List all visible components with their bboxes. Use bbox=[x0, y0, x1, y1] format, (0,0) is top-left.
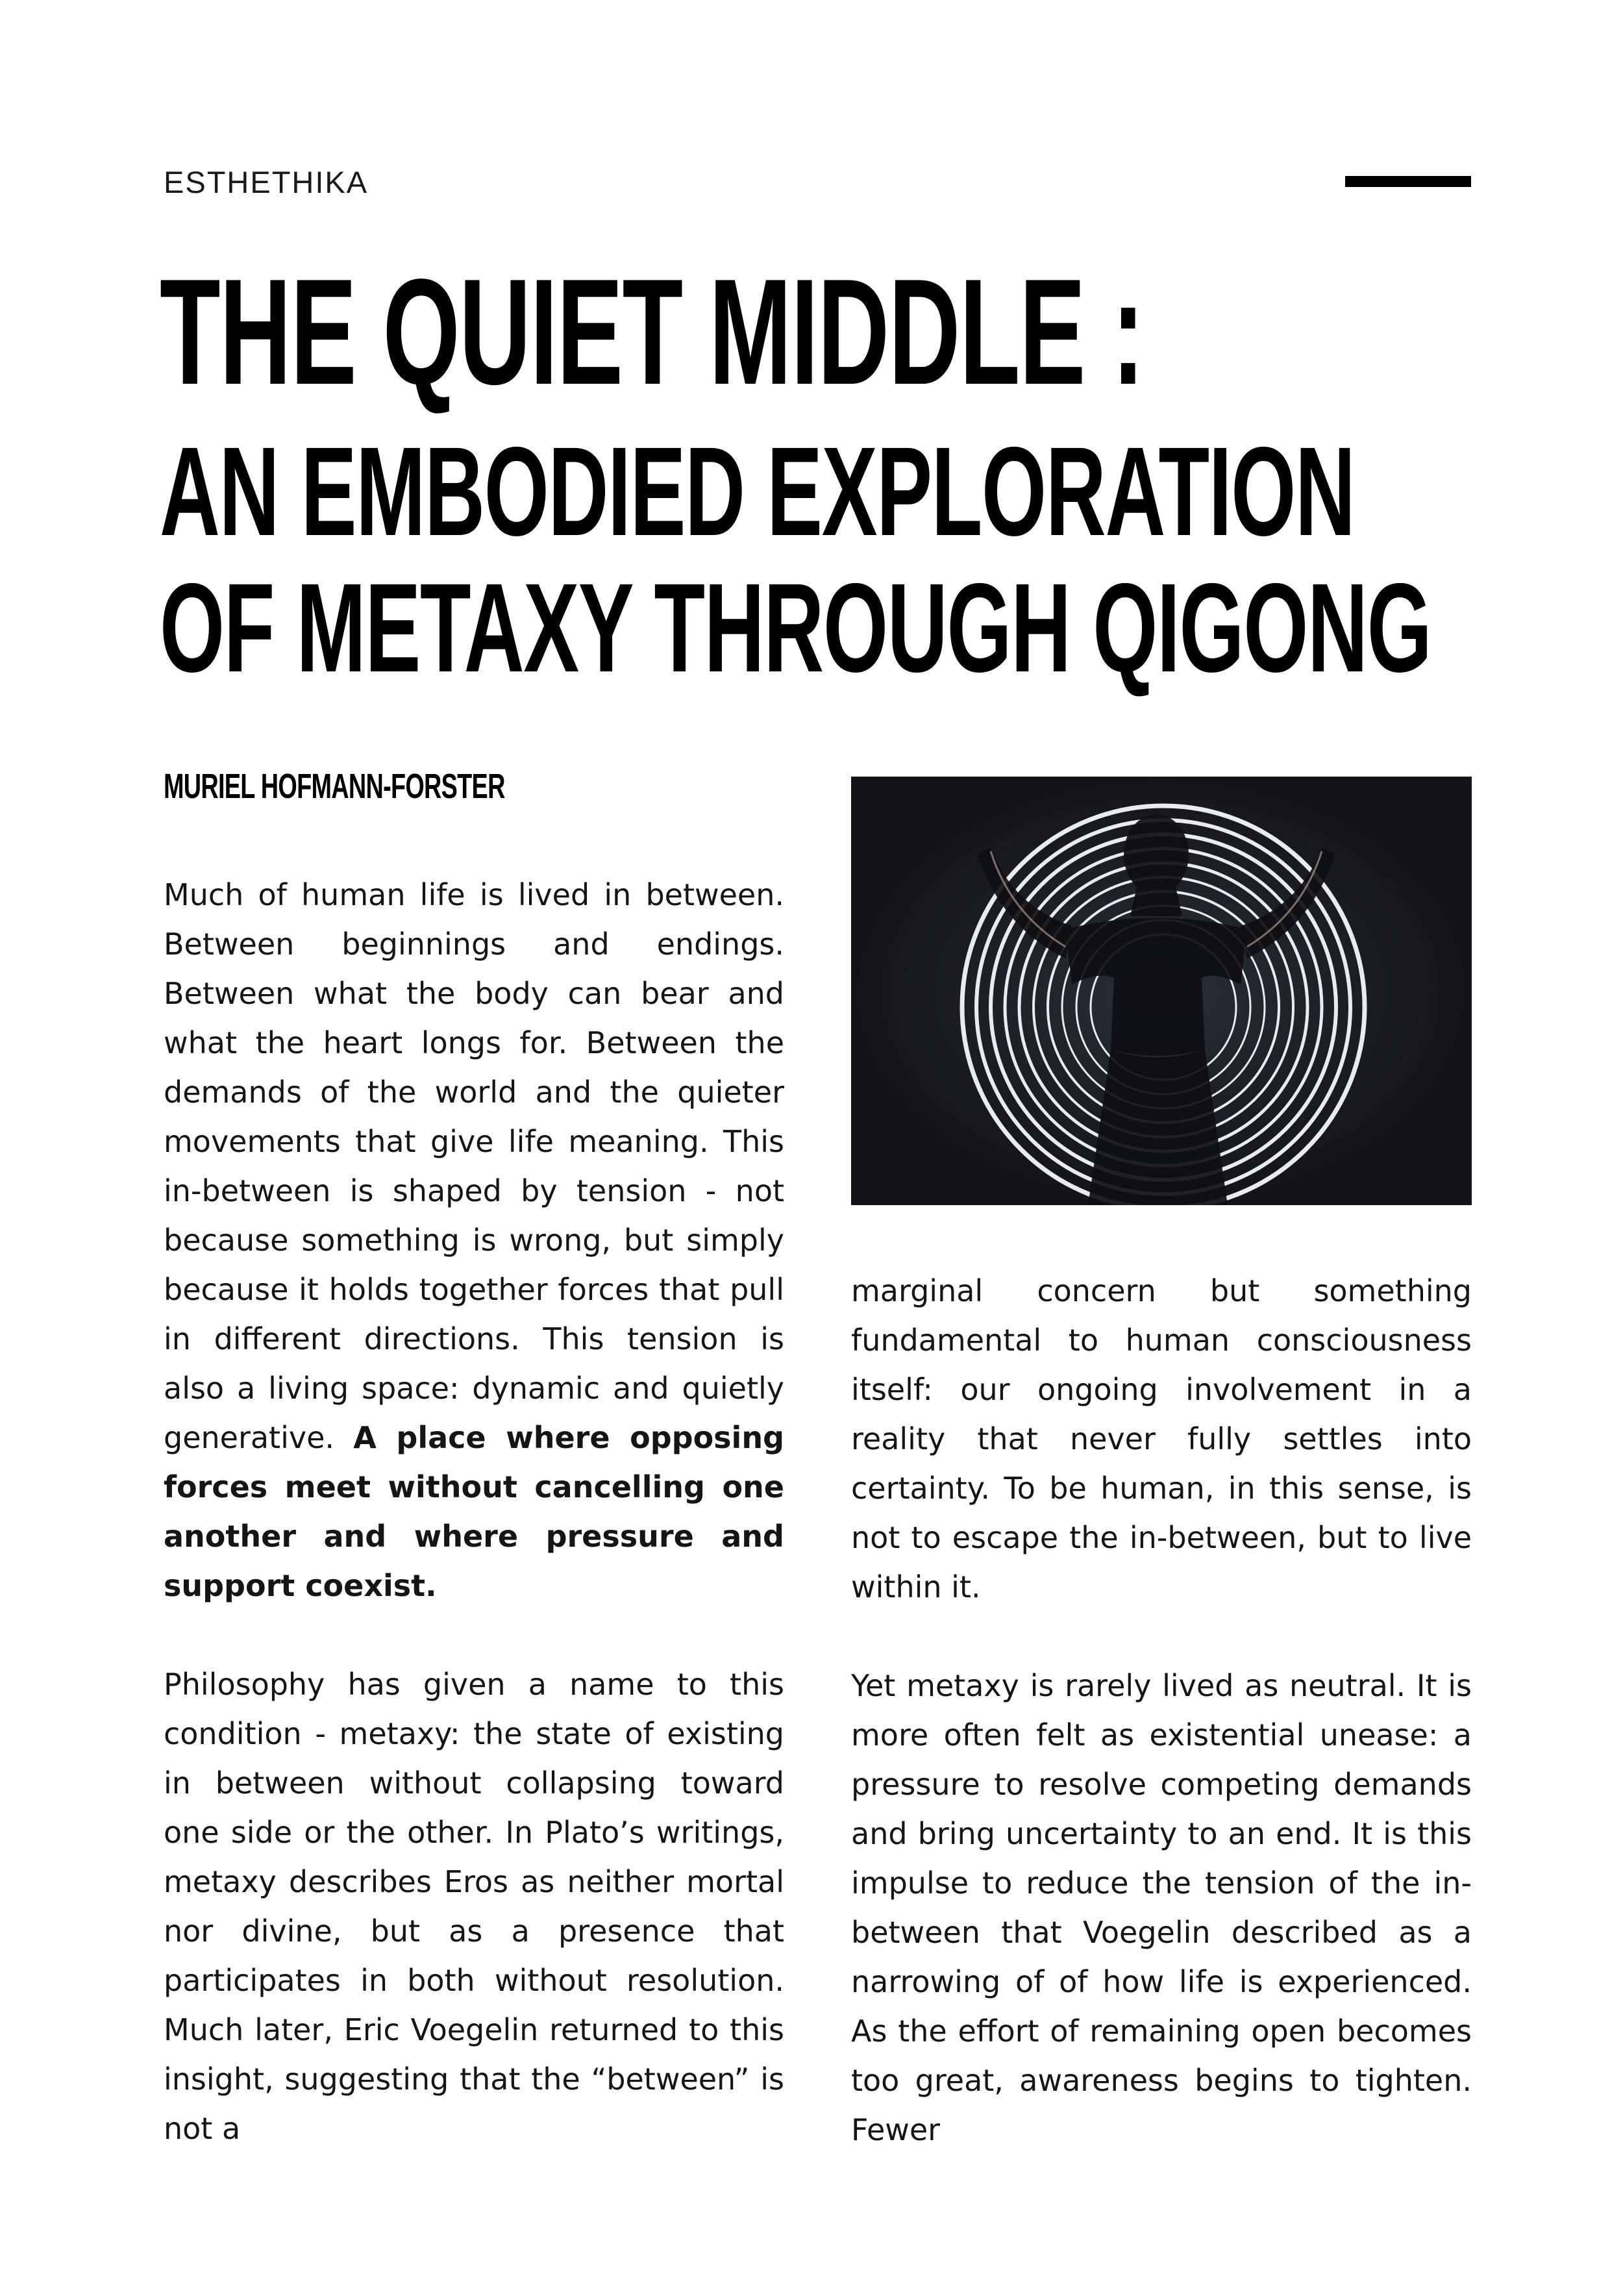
paragraph-1-bold-text: A place where opposing forces meet without cancelling one another and where pressure and support coexist. bbox=[164, 1420, 784, 1603]
left-text-column bbox=[164, 870, 784, 2153]
figure-light-rings-illustration bbox=[851, 777, 1472, 1205]
author-name: MURIEL HOFMANN-FORSTER bbox=[164, 767, 505, 806]
title-line-3: OF METAXY THROUGH QIGONG bbox=[160, 557, 1431, 699]
title-line-2: AN EMBODIED EXPLORATION bbox=[160, 421, 1355, 562]
body-paragraph-3: marginal concern but something fundamental to human consciousness itself: our ongoing involvement in a reality that never fully settles into certainty. To be human, in this sense, is not to escape the in-between, but to live within it. bbox=[851, 1273, 1472, 1604]
header-rule bbox=[1345, 176, 1471, 187]
body-paragraph-2: Philosophy has given a name to this condition - metaxy: the state of existing in between without collapsing toward one side or the other. In Plato’s writings, metaxy describes Eros as neither mortal nor divine, but as a presence that participates in both without resolution. Much later, Eric Voegelin returned to this insight, suggesting that the “between” is not a bbox=[164, 1667, 784, 2146]
paragraph-1-text: Much of human life is lived in between. Between beginnings and endings. Between what the body can bear and what the heart longs for. Between the demands of the world and the quieter movements that give life meaning. This in-between is shaped by tension - not because something is wrong, but simply because it holds together forces that pull in different directions. This tension is also a living space: dynamic and quietly generative. bbox=[164, 877, 784, 1455]
hero-image bbox=[851, 777, 1472, 1205]
body-paragraph-1 bbox=[164, 870, 784, 1610]
right-text-column bbox=[851, 1266, 1472, 2154]
title-line-1: THE QUIET MIDDLE : bbox=[160, 248, 1144, 416]
body-paragraph-4: Yet metaxy is rarely lived as neutral. It is more often felt as existential unease: a pressure to resolve competing demands and bring uncertainty to an end. It is this impulse to reduce the tension of the in-between that Voegelin described as a narrowing of of how life is experienced. As the effort of remaining open becomes too great, awareness begins to tighten. Fewer bbox=[851, 1668, 1472, 2147]
publication-name: ESTHETHIKA bbox=[164, 165, 369, 199]
